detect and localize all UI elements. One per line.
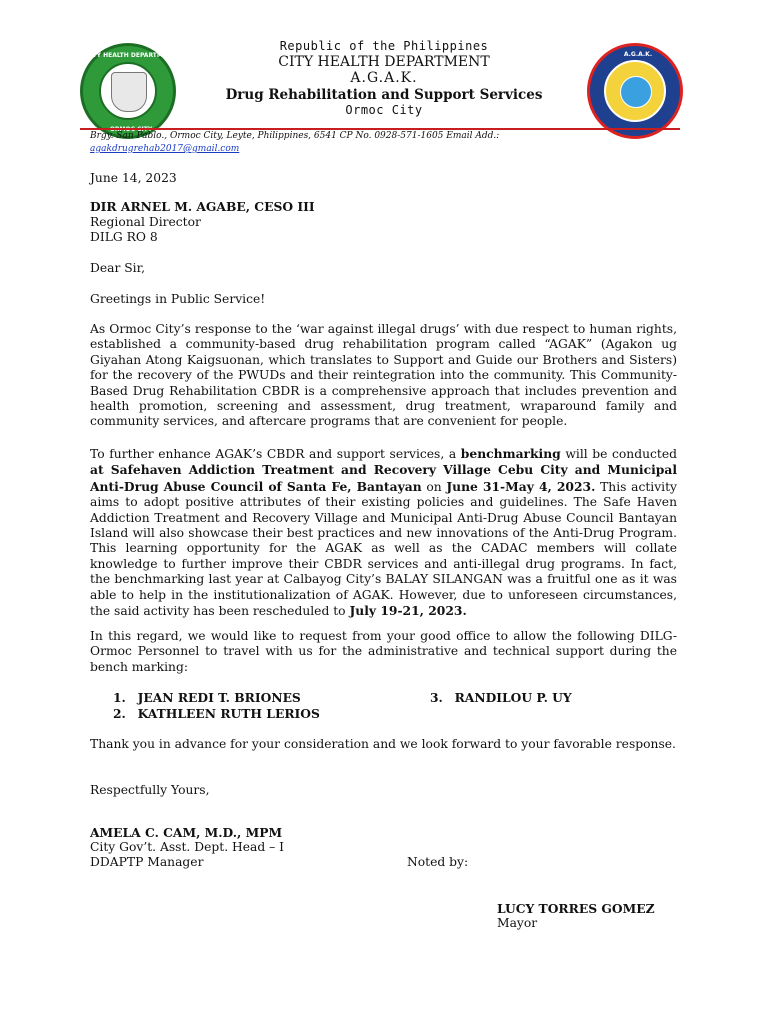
rescheduled-dates: July 19-21, 2023. xyxy=(349,603,467,619)
personnel-item-2: 2. KATHLEEN RUTH LERIOS xyxy=(113,706,320,721)
header-address: Brgy. San Pablo., Ormoc City, Leyte, Philippines, 6541 CP No. 0928-571-1605 Email Add.: xyxy=(90,131,500,141)
seal-text-top: CITY HEALTH DEPARTMENT xyxy=(85,52,177,59)
closing: Respectfully Yours, xyxy=(90,783,210,797)
personnel-item-3: 3. RANDILOU P. UY xyxy=(430,690,572,705)
header-agency: A.G.A.K. xyxy=(350,70,418,86)
noted-by-label: Noted by: xyxy=(407,855,469,869)
signatory-title-2: DDAPTP Manager xyxy=(90,855,204,869)
greeting: Greetings in Public Service! xyxy=(90,292,266,306)
recipient-title: Regional Director xyxy=(90,215,201,229)
paragraph-program: As Ormoc City’s response to the ‘war against illegal drugs’ with due respect to human rights, established a community-based drug rehabilitation program called “AGAK” (Agakon ug Giyahan Atong Kaigsuonan, which translates to Support and Guide our Brothers and Sisters) for the recovery of the PWUDs and their reintegration into the community. This Community-Based Drug Rehabilitation CBDR is a comprehensive approach that includes prevention and health promotion, screening and assessment, drug treatment, wraparound family and community services, and aftercare programs that are convenient for people. xyxy=(90,322,677,429)
signatory-name: AMELA C. CAM, M.D., MPM xyxy=(90,825,283,840)
header-city: Ormoc City xyxy=(345,103,423,117)
header-divider xyxy=(80,128,680,130)
mayor-title: Mayor xyxy=(497,916,538,930)
mayor-name: LUCY TORRES GOMEZ xyxy=(497,901,655,916)
header-email-link[interactable]: agakdrugrehab2017@gmail.com xyxy=(90,144,240,154)
paragraph-thanks: Thank you in advance for your consideration and we look forward to your favorable response. xyxy=(90,737,676,751)
letter-date: June 14, 2023 xyxy=(90,171,177,185)
header-department: CITY HEALTH DEPARTMENT xyxy=(278,54,490,70)
benchmarking-keyword: benchmarking xyxy=(460,446,561,461)
benchmark-venues: at Safehaven Addiction Treatment and Recovery Village Cebu City and Municipal Anti-Drug Abuse Council of Santa Fe, Bantayan xyxy=(90,462,677,494)
paragraph-benchmarking: To further enhance AGAK’s CBDR and support services, a benchmarking will be conducted at Safehaven Addiction Treatment and Recovery Village Cebu City and Municipal Anti-Drug Abuse Council of Santa Fe, Bantayan on June 31-May 4, 2023. This activity aims to adopt positive attributes of their existing policies and guidelines. The Safe Haven Addiction Treatment and Recovery Village and Municipal Anti-Drug Abuse Council Bantayan Island will also showcase their best practices and new innovations of the Anti-Drug Program. This learning opportunity for the AGAK as well as the CADAC members will collate knowledge to further improve their CBDR services and anti-illegal drug programs. In fact, the benchmarking last year at Calbayog City’s BALAY SILANGAN was a fruitful one as it was able to help in the institutionalization of AGAK. However, due to unforeseen circumstances, the said activity has been rescheduled to July 19-21, 2023. xyxy=(90,446,677,619)
signatory-title-1: City Gov’t. Asst. Dept. Head – I xyxy=(90,840,285,854)
recipient-office: DILG RO 8 xyxy=(90,230,158,244)
header-republic: Republic of the Philippines xyxy=(279,39,489,53)
original-dates: June 31-May 4, 2023. xyxy=(446,478,596,494)
personnel-item-1: 1. JEAN REDI T. BRIONES xyxy=(113,690,301,705)
recipient-name: DIR ARNEL M. AGABE, CESO III xyxy=(90,199,315,214)
header-service: Drug Rehabilitation and Support Services xyxy=(225,87,543,103)
salutation: Dear Sir, xyxy=(90,261,146,275)
agak-seal-text: A.G.A.K. xyxy=(623,51,653,58)
paragraph-request: In this regard, we would like to request from your good office to allow the following DILG-Ormoc Personnel to travel with us for the administrative and technical support during the bench marking: xyxy=(90,629,677,674)
